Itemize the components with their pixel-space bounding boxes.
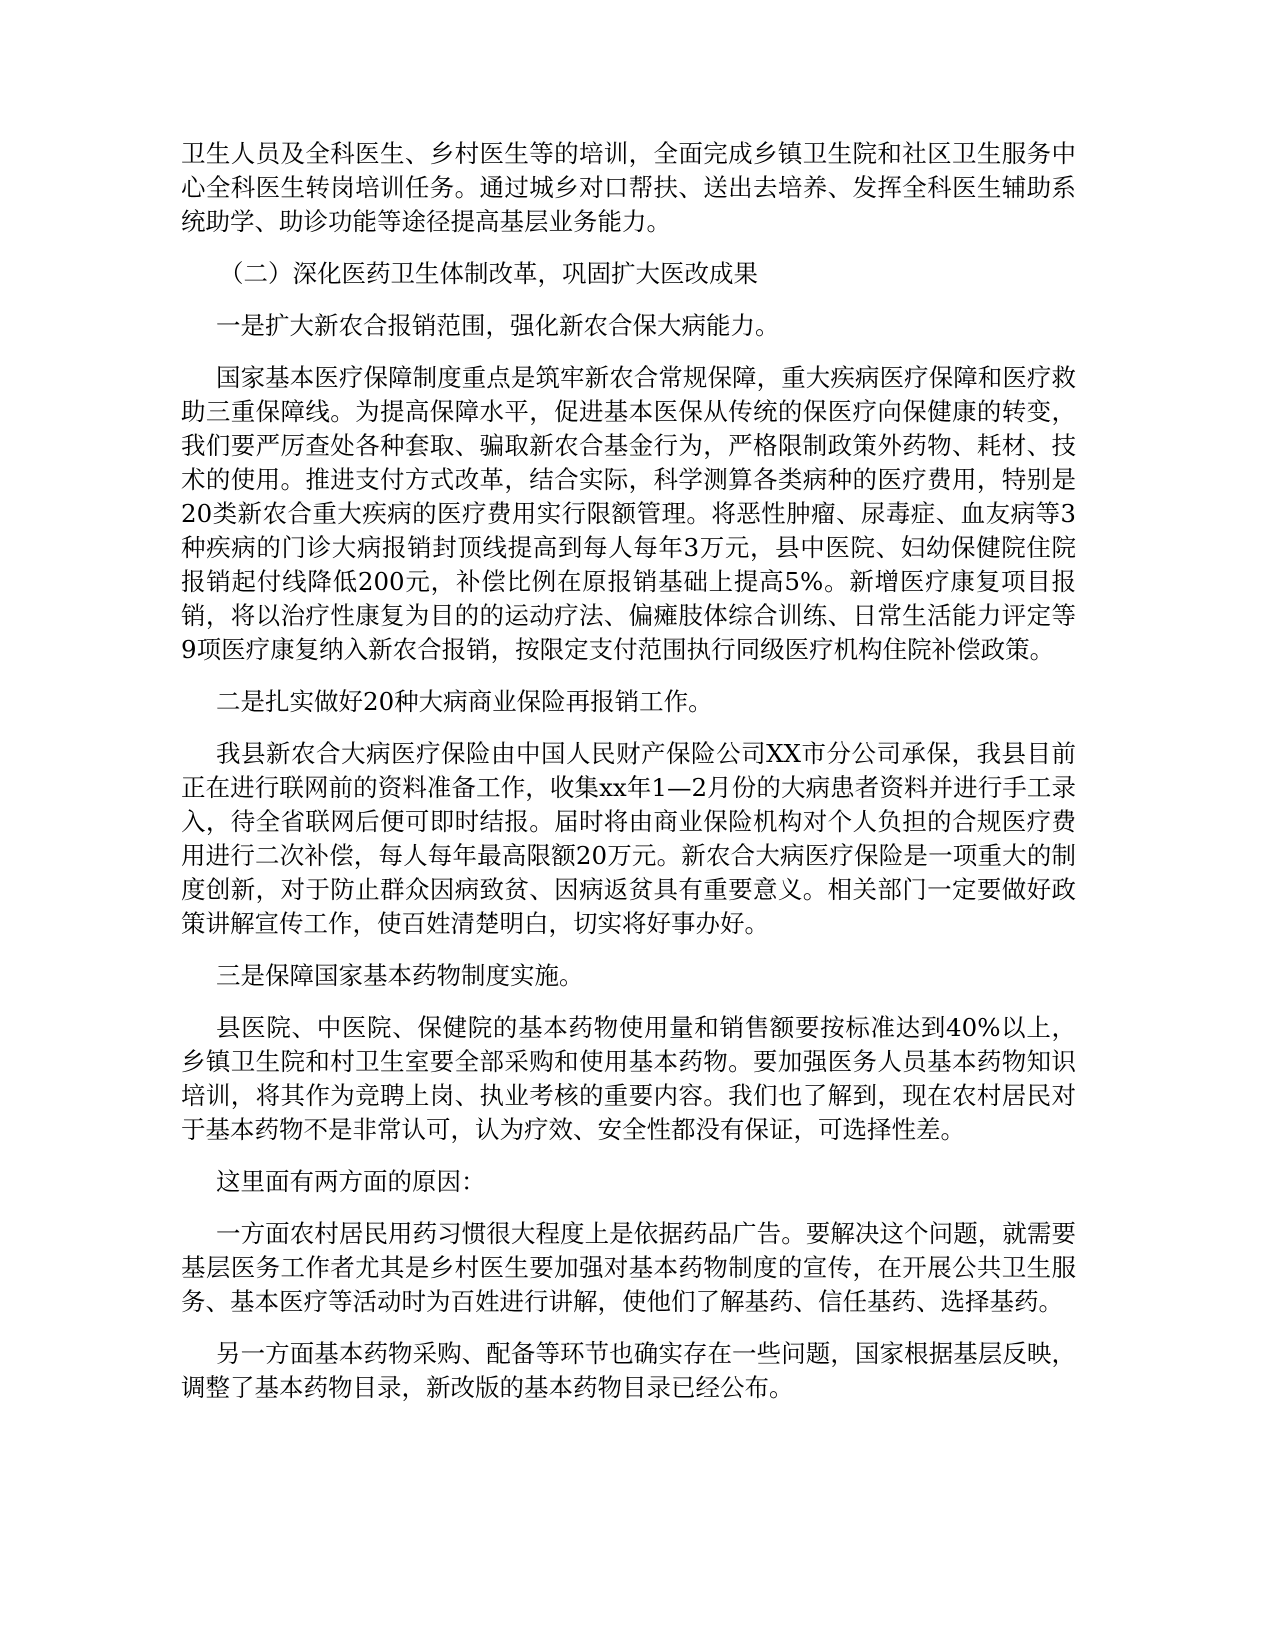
paragraph-two-reasons: 这里面有两方面的原因： xyxy=(216,1167,486,1196)
point-one-heading: 一是扩大新农合报销范围，强化新农合保大病能力。 xyxy=(216,311,780,340)
paragraph-training: 卫生人员及全科医生、乡村医生等的培训，全面完成乡镇卫生院和社区卫生服务中心全科医生转岗培训任务。通过城乡对口帮扶、送出去培养、发挥全科医生辅助系统助学、助诊功能等途径提高基层业务能力。 xyxy=(181,139,1076,236)
document-page xyxy=(181,137,1076,1423)
paragraph-medical-insurance: 国家基本医疗保障制度重点是筑牢新农合常规保障，重大疾病医疗保障和医疗救助三重保障线。为提高保障水平，促进基本医保从传统的保医疗向保健康的转变，我们要严厉查处各种套取、骗取新农合基金行为，严格限制政策外药物、耗材、技术的使用。推进支付方式改革，结合实际，科学测算各类病种的医疗费用，特别是20类新农合重大疾病的医疗费用实行限额管理。将恶性肿瘤、尿毒症、血友病等3种疾病的门诊大病报销封顶线提高到每人每年3万元，县中医院、妇幼保健院住院报销起付线降低200元，补偿比例在原报销基础上提高5%。新增医疗康复项目报销，将以治疗性康复为目的的运动疗法、偏瘫肢体综合训练、日常生活能力评定等9项医疗康复纳入新农合报销，按限定支付范围执行同级医疗机构住院补偿政策。 xyxy=(181,363,1076,664)
paragraph-serious-illness-insurance: 我县新农合大病医疗保险由中国人民财产保险公司XX市分公司承保，我县目前正在进行联网前的资料准备工作，收集xx年1—2月份的大病患者资料并进行手工录入，待全省联网后便可即时结报。届时将由商业保险机构对个人负担的合规医疗费用进行二次补偿，每人每年最高限额20万元。新农合大病医疗保险是一项重大的制度创新，对于防止群众因病致贫、因病返贫具有重要意义。相关部门一定要做好政策讲解宣传工作，使百姓清楚明白，切实将好事办好。 xyxy=(181,739,1076,938)
paragraph-reason-one: 一方面农村居民用药习惯很大程度上是依据药品广告。要解决这个问题，就需要基层医务工作者尤其是乡村医生要加强对基本药物制度的宣传，在开展公共卫生服务、基本医疗等活动时为百姓进行讲解，使他们了解基药、信任基药、选择基药。 xyxy=(181,1219,1076,1316)
point-three-heading: 三是保障国家基本药物制度实施。 xyxy=(216,961,584,990)
point-two-heading: 二是扎实做好20种大病商业保险再报销工作。 xyxy=(216,687,713,716)
section-heading-reform: （二）深化医药卫生体制改革，巩固扩大医改成果 xyxy=(219,259,758,288)
paragraph-essential-drugs: 县医院、中医院、保健院的基本药物使用量和销售额要按标准达到40%以上，乡镇卫生院和村卫生室要全部采购和使用基本药物。要加强医务人员基本药物知识培训，将其作为竞聘上岗、执业考核的重要内容。我们也了解到，现在农村居民对于基本药物不是非常认可，认为疗效、安全性都没有保证，可选择性差。 xyxy=(181,1013,1076,1144)
paragraph-reason-two: 另一方面基本药物采购、配备等环节也确实存在一些问题，国家根据基层反映，调整了基本药物目录，新改版的基本药物目录已经公布。 xyxy=(181,1339,1076,1402)
